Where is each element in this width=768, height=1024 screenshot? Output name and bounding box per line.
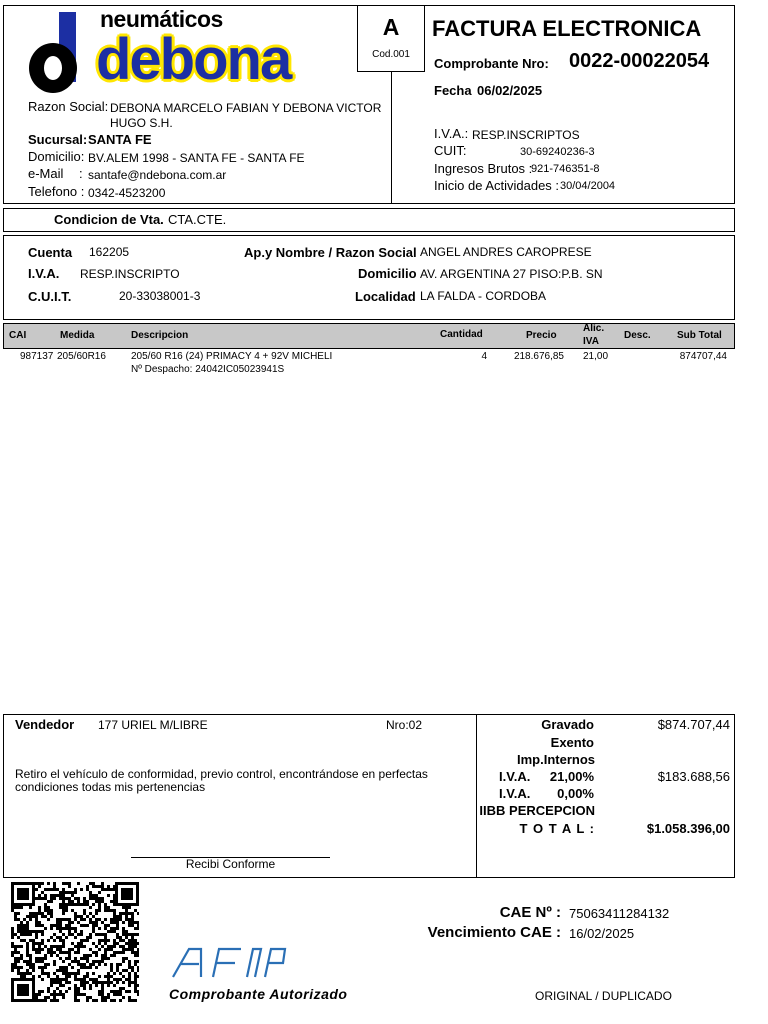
vendedor-nro: Nro:02	[386, 718, 423, 732]
cuenta-value: 162205	[89, 245, 130, 259]
cae-label: CAE Nº :	[499, 904, 561, 921]
email-value: santafe@ndebona.com.ar	[88, 168, 227, 182]
inicio-actividades-label: Inicio de Actividades :	[434, 178, 560, 193]
domicilio-label: Domicilio:	[28, 149, 85, 164]
email-sep: :	[79, 166, 83, 181]
invoice-type-letter: A	[382, 14, 400, 40]
comprobante-value: 0022-00022054	[569, 50, 710, 72]
client-cuit-value: 20-33038001-3	[119, 289, 201, 303]
client-cuit-label: C.U.I.T.	[28, 289, 72, 304]
issuer-iva-label: I.V.A.:	[434, 126, 469, 141]
razon-social-value-2: HUGO S.H.	[110, 116, 173, 130]
gravado-value: $874.707,44	[657, 717, 730, 732]
col-alic-2: IVA	[583, 336, 599, 347]
footer-divider	[476, 714, 477, 877]
total-value: $1.058.396,00	[646, 821, 730, 836]
client-iva-label: I.V.A.	[28, 266, 60, 281]
vendedor-label: Vendedor	[15, 717, 75, 732]
cuenta-label: Cuenta	[28, 245, 73, 260]
imp-internos-label: Imp.Internos	[516, 752, 595, 767]
footer-note-1: Retiro el vehículo de conformidad, previo control, encontrándose en perfectas	[15, 767, 428, 781]
vencimiento-cae-value: 16/02/2025	[569, 926, 635, 941]
row-precio: 218.676,85	[513, 351, 564, 362]
footer-box	[3, 714, 735, 878]
row-cantidad: 4	[481, 351, 487, 362]
domicilio-value: BV.ALEM 1998 - SANTA FE - SANTA FE	[88, 151, 305, 165]
col-cantidad: Cantidad	[440, 329, 483, 340]
col-subtotal: Sub Total	[677, 330, 722, 341]
invoice-title: FACTURA ELECTRONICA	[432, 16, 702, 41]
nombre-value: ANGEL ANDRES CAROPRESE	[420, 245, 592, 259]
vendedor-value: 177 URIEL M/LIBRE	[98, 718, 208, 732]
row-descripcion: 205/60 R16 (24) PRIMACY 4 + 92V MICHELI	[131, 351, 333, 362]
ingresos-brutos-value: 921-746351-8	[531, 163, 600, 175]
fecha-label: Fecha	[434, 83, 472, 98]
issuer-iva-value: RESP.INSCRIPTOS	[472, 128, 580, 142]
qr-code-icon	[11, 882, 139, 1002]
total-label: T O T A L :	[519, 821, 595, 836]
ingresos-brutos-label: Ingresos Brutos :	[434, 161, 533, 176]
row-subtotal: 874707,44	[679, 351, 727, 362]
iva2-rate: 0,00%	[557, 786, 594, 801]
iva1-value: $183.688,56	[657, 769, 730, 784]
iva1-label: I.V.A.	[499, 769, 531, 784]
issuer-cuit-label: CUIT:	[434, 143, 467, 158]
copy-label: ORIGINAL / DUPLICADO	[535, 989, 672, 1003]
invoice-type-code: Cod.001	[372, 49, 410, 60]
razon-social-label: Razon Social:	[28, 99, 109, 114]
razon-social-value-1: DEBONA MARCELO FABIAN Y DEBONA VICTOR	[110, 101, 382, 115]
iibb-label: IIBB PERCEPCION	[479, 803, 595, 818]
col-medida: Medida	[60, 330, 95, 341]
client-iva-value: RESP.INSCRIPTO	[80, 267, 180, 281]
iva1-rate: 21,00%	[549, 769, 594, 784]
inicio-actividades-value: 30/04/2004	[560, 180, 616, 192]
col-precio: Precio	[526, 330, 557, 341]
localidad-label: Localidad	[355, 289, 416, 304]
iva2-label: I.V.A.	[499, 786, 531, 801]
col-desc: Desc.	[624, 330, 651, 341]
condicion-label: Condicion de Vta.	[54, 212, 164, 227]
issuer-cuit-value: 30-69240236-3	[520, 146, 595, 158]
afip-logo-icon	[171, 946, 289, 980]
nombre-label: Ap.y Nombre / Razon Social	[244, 245, 417, 260]
client-domicilio-label: Domicilio	[358, 266, 417, 281]
fecha-value: 06/02/2025	[477, 83, 543, 98]
row-descripcion-2: Nº Despacho: 24042IC05023941S	[131, 364, 285, 375]
row-cai: 987137	[20, 351, 54, 362]
header-divider	[391, 72, 392, 203]
comprobante-label: Comprobante Nro:	[434, 56, 549, 71]
condicion-value: CTA.CTE.	[168, 212, 227, 227]
email-label: e-Mail	[28, 166, 64, 181]
client-domicilio-value: AV. ARGENTINA 27 PISO:P.B. SN	[420, 267, 603, 281]
exento-label: Exento	[550, 735, 594, 750]
logo-line2: debona	[96, 27, 291, 92]
gravado-label: Gravado	[541, 717, 594, 732]
col-alic-1: Alic.	[583, 323, 605, 334]
telefono-label: Telefono :	[28, 184, 85, 199]
row-medida: 205/60R16	[57, 351, 106, 362]
footer-note-2: condiciones todas mis pertenencias	[15, 780, 206, 794]
vencimiento-cae-label: Vencimiento CAE :	[427, 924, 561, 941]
sucursal-label: Sucursal:	[28, 132, 88, 147]
localidad-value: LA FALDA - CORDOBA	[420, 289, 547, 303]
row-alic: 21,00	[583, 351, 609, 362]
logo-line1: neumáticos	[100, 6, 223, 32]
sucursal-value: SANTA FE	[88, 132, 152, 147]
cae-value: 75063411284132	[569, 906, 670, 921]
col-descripcion: Descripcion	[131, 330, 189, 341]
recibi-conforme: Recibi Conforme	[185, 857, 276, 871]
telefono-value: 0342-4523200	[88, 186, 166, 200]
col-cai: CAI	[9, 330, 27, 341]
comprobante-autorizado: Comprobante Autorizado	[169, 986, 348, 1002]
